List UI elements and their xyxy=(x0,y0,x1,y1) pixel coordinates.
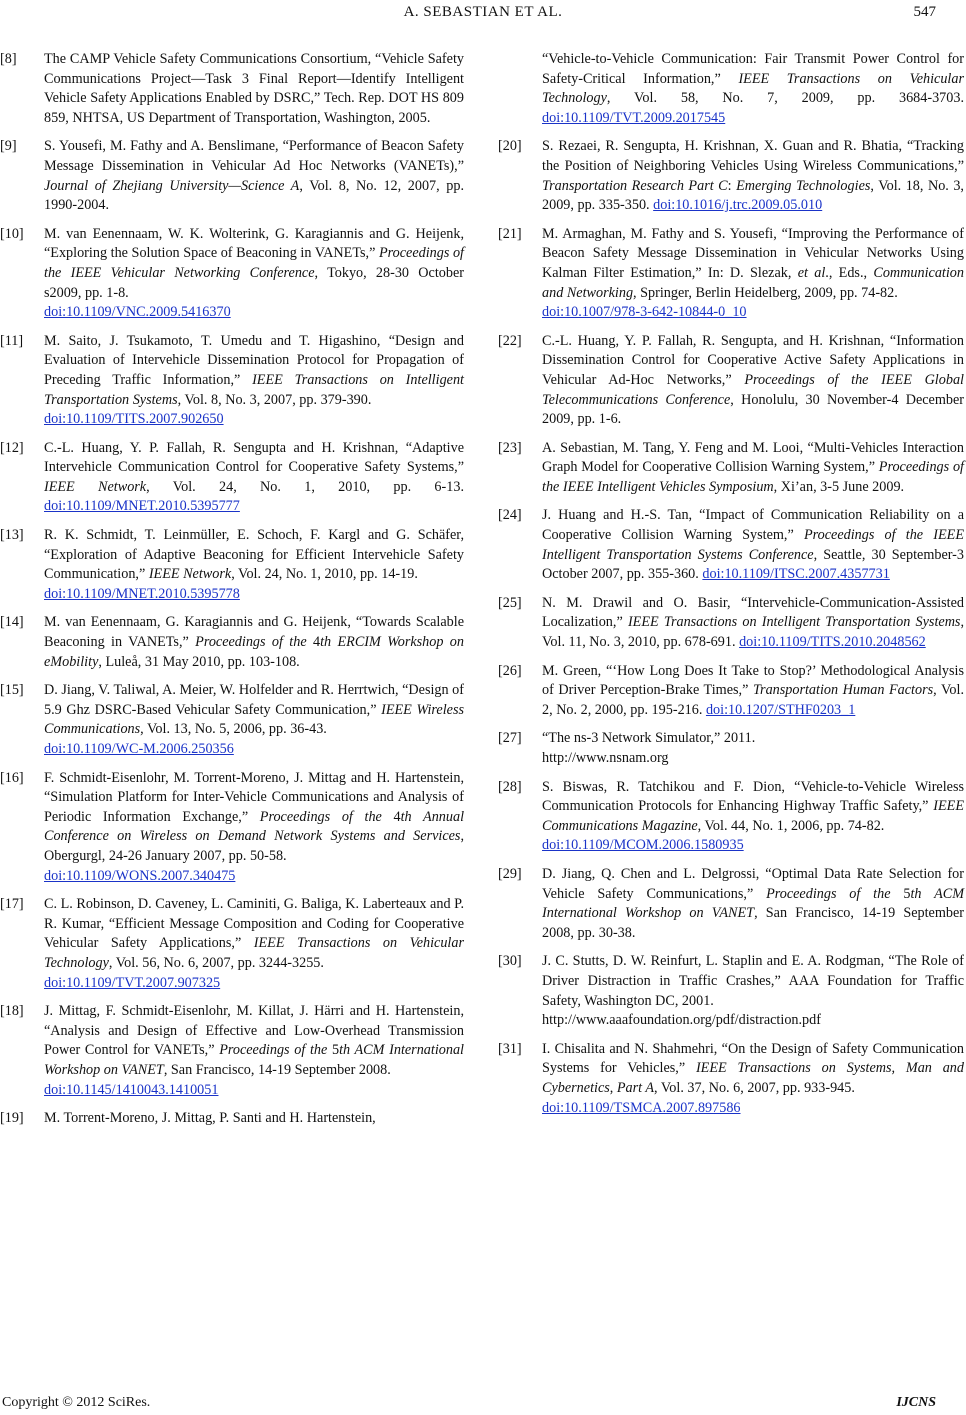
ref-text: , San Francisco, 14-19 September 2008. xyxy=(163,1061,391,1078)
ref-venue: Proceedings of the IEEE Global Telecommunications Conference xyxy=(542,371,964,408)
doi-link[interactable]: doi:10.1145/1410043.1410051 xyxy=(44,1081,219,1098)
ref-venue: IEEE Transactions on Intelligent Transportation Systems xyxy=(44,371,464,408)
ref-text: , Seattle, 30 September-3 October 2007, pp. 355-360. xyxy=(542,546,964,583)
ref-text: , Tokyo, 28-30 October s2009, pp. 1-8. xyxy=(44,264,464,301)
doi-link[interactable]: doi:10.1016/j.trc.2009.05.010 xyxy=(653,197,823,214)
ref-text: “The ns-3 Network Simulator,” 2011. xyxy=(542,730,756,747)
ref-text: M. Torrent-Moreno, J. Mittag, P. Santi and H. Hartenstein, xyxy=(44,1110,376,1127)
ref-text: , Vol. 8, No. 12, 2007, pp. 1990-2004. xyxy=(44,177,464,214)
ref-text: , Vol. 13, No. 5, 2006, pp. 36-43. xyxy=(140,721,327,738)
ref-italic: et al xyxy=(797,264,826,281)
reference-18 xyxy=(0,1002,464,1100)
ref-text: , Vol. 24, No. 1, 2010, pp. 6-13. xyxy=(146,478,464,495)
doi-link[interactable]: doi:10.1109/MCOM.2006.1580935 xyxy=(542,837,744,854)
doi-link[interactable]: doi:10.1109/WC-M.2006.250356 xyxy=(44,741,234,757)
ref-venue: Proceedings of the IEEE Intelligent Transportation Systems Conference xyxy=(542,527,964,563)
ref-text: R. K. Schmidt, T. Leinmüller, E. Schoch, F. Kargl and G. Schäfer, “Exploration of Adaptive Beaconing for Efficient Intervehicle Safety Communication,” xyxy=(44,527,464,583)
doi-link[interactable]: doi:10.1109/MNET.2010.5395778 xyxy=(44,585,240,602)
left-column xyxy=(0,50,465,1138)
ref-text: 4 xyxy=(306,634,321,651)
reference-12 xyxy=(0,439,464,517)
ref-text: , Vol. 2, No. 2, 2000, pp. 195-216. xyxy=(542,682,964,718)
ref-text: , Vol. 11, No. 3, 2010, pp. 678-691. xyxy=(542,614,965,651)
ref-text: D. Jiang, Q. Chen and L. Delgrossi, “Optimal Data Rate Selection for Vehicle Safety Communications,” xyxy=(542,865,964,902)
ref-venue: th ACM International Workshop on VANET xyxy=(542,885,965,922)
ref-number: [16] xyxy=(0,769,24,786)
ref-text: F. Schmidt-Eisenlohr, M. Torrent-Moreno, J. Mittag and H. Hartenstein, “Simulation Platform for Inter-Vehicle Communications and Analysis of Periodic Information Exchange,” xyxy=(44,769,464,825)
doi-link[interactable]: doi:10.1109/VNC.2009.5416370 xyxy=(44,304,231,321)
ref-number: [18] xyxy=(0,1003,24,1020)
ref-text: 5 xyxy=(890,885,911,902)
ref-text: J. Mittag, F. Schmidt-Eisenlohr, M. Killat, J. Härri and H. Hartenstein, “Analysis and Design of Effective and Low-Overhead Transmission Power Control for VANETs,” xyxy=(44,1003,464,1059)
reference-14 xyxy=(0,613,464,672)
doi-link[interactable]: doi:10.1109/TSMCA.2007.897586 xyxy=(542,1099,741,1116)
ref-text: C.-L. Huang, Y. P. Fallah, R. Sengupta and H. Krishnan, “Adaptive Intervehicle Communication Control for Cooperative Safety Systems,” xyxy=(44,439,464,476)
ref-number: [25] xyxy=(498,594,522,611)
ref-text: M. Green, “‘How Long Does It Take to Stop?’ Methodological Analysis of Driver Perception-Brake Times,” xyxy=(542,662,964,699)
reference-24 xyxy=(498,506,964,584)
ref-venue: IEEE Transactions on Intelligent Transportation Systems xyxy=(627,614,961,631)
reference-27 xyxy=(498,729,964,768)
reference-22 xyxy=(498,332,964,430)
doi-link[interactable]: doi:10.1109/TITS.2007.902650 xyxy=(44,411,224,428)
reference-15 xyxy=(0,681,464,759)
ref-text: , Vol. 8, No. 3, 2007, pp. 379-390. xyxy=(177,391,372,408)
ref-number: [22] xyxy=(498,332,522,349)
ref-text: , Vol. 18, No. 3, 2009, pp. 335-350. xyxy=(542,177,964,214)
ref-text: ., Eds., xyxy=(825,264,874,281)
doi-link[interactable]: doi:10.1109/ITSC.2007.4357731 xyxy=(702,566,890,583)
ref-number: [21] xyxy=(498,225,522,242)
reference-29 xyxy=(498,865,964,943)
doi-link[interactable]: doi:10.1109/TVT.2007.907325 xyxy=(44,974,221,991)
ref-number: [15] xyxy=(0,682,24,699)
reference-17 xyxy=(0,895,464,993)
reference-21 xyxy=(498,225,964,323)
ref-venue: Communication and Networking xyxy=(542,264,964,301)
ref-text: , Obergurgl, 24-26 January 2007, pp. 50-58. xyxy=(44,828,464,864)
ref-venue: th Annual Conference on Wireless on Demand Network Systems and Services xyxy=(44,808,465,845)
ref-text: 5 xyxy=(327,1042,340,1059)
ref-venue: IEEE Wireless Communications xyxy=(44,701,464,738)
ref-text: C.-L. Huang, Y. P. Fallah, R. Sengupta, and H. Krishnan, “Information Dissemination Control for Cooperative Active Safety Applications in Vehicular Ad-Hoc Networks,” xyxy=(542,332,964,388)
ref-venue: Proceedings of the xyxy=(766,885,891,902)
ref-text: I. Chisalita and N. Shahmehri, “On the Design of Safety Communication Systems for Vehicles,” xyxy=(542,1040,964,1077)
ref-text: , Springer, Berlin Heidelberg, 2009, pp. 74-82. xyxy=(633,284,898,301)
ref-url: http://www.nsnam.org xyxy=(542,750,669,766)
doi-link[interactable]: doi:10.1207/STHF0203_1 xyxy=(705,701,856,718)
ref-text: , Luleå, 31 May 2010, pp. 103-108. xyxy=(98,653,300,670)
ref-number: [28] xyxy=(498,778,522,795)
ref-number: [19] xyxy=(0,1110,24,1127)
ref-text: C. L. Robinson, D. Caveney, L. Caminiti, G. Baliga, K. Laberteaux and P. R. Kumar, “Efficient Message Composition and Coding for Cooperative Vehicular Safety Applications,” xyxy=(44,896,464,952)
doi-link[interactable]: doi:10.1109/WONS.2007.340475 xyxy=(44,867,236,884)
running-header-authors: A. SEBASTIAN ET AL. xyxy=(403,4,563,20)
ref-venue: Proceedings of the xyxy=(195,634,307,651)
ref-url: http://www.aaafoundation.org/pdf/distraction.pdf xyxy=(542,1012,821,1029)
ref-number: [24] xyxy=(498,507,522,524)
ref-text: S. Yousefi, M. Fathy and A. Benslimane, “Performance of Beacon Safety Message Dissemination in Vehicular Ad Hoc Networks (VANETs),” xyxy=(44,138,464,174)
ref-text: J. C. Stutts, D. W. Reinfurt, L. Staplin and E. A. Rodgman, “The Role of Driver Distraction in Traffic Crashes,” AAA Foundation for Traffic Safety, Washington DC, 2001. xyxy=(542,953,964,1009)
reference-16 xyxy=(0,769,464,887)
ref-venue: IEEE Communications Magazine xyxy=(542,798,964,834)
ref-number: [13] xyxy=(0,527,24,544)
ref-text: , Honolulu, 30 November-4 December 2009, pp. 1-6. xyxy=(542,391,964,428)
ref-number: [27] xyxy=(498,730,522,747)
reference-10 xyxy=(0,225,464,323)
ref-number: [12] xyxy=(0,439,24,456)
ref-text: , Vol. 24, No. 1, 2010, pp. 14-19. xyxy=(231,566,418,583)
ref-venue: IEEE Network xyxy=(148,566,232,583)
ref-number: [20] xyxy=(498,138,522,155)
ref-venue: Part A xyxy=(616,1079,655,1096)
ref-number: [14] xyxy=(0,614,24,631)
doi-link[interactable]: doi:10.1007/978-3-642-10844-0_10 xyxy=(542,304,747,321)
ref-number: [26] xyxy=(498,662,522,679)
journal-abbreviation: IJCNS xyxy=(896,1395,936,1410)
ref-text: D. Jiang, V. Taliwal, A. Meier, W. Holfelder and R. Herrtwich, “Design of 5.9 Ghz DSRC-Based Vehicular Safety Communication,” xyxy=(44,682,464,718)
ref-number: [29] xyxy=(498,865,522,882)
ref-text: A. Sebastian, M. Tang, Y. Feng and M. Looi, “Multi-Vehicles Interaction Graph Model for Cooperative Collision Warning System,” xyxy=(542,439,964,476)
reference-11 xyxy=(0,332,464,430)
ref-venue: IEEE Transactions on Vehicular Technology xyxy=(44,935,464,971)
ref-text: , Xi’an, 3-5 June 2009. xyxy=(773,478,905,495)
ref-text: : xyxy=(727,177,737,194)
reference-19 xyxy=(0,1109,464,1129)
ref-number: [9] xyxy=(0,138,17,155)
ref-text: , San Francisco, 14-19 September 2008, pp. 30-38. xyxy=(542,905,964,941)
ref-venue: IEEE Transactions on Vehicular Technology xyxy=(542,70,964,107)
ref-number: [11] xyxy=(0,332,24,349)
ref-venue: Proceedings of the xyxy=(259,808,382,825)
right-column xyxy=(498,50,965,1127)
ref-number: [17] xyxy=(0,896,24,913)
running-header xyxy=(0,0,966,28)
ref-text: 4 xyxy=(381,808,401,825)
ref-text: “Vehicle-to-Vehicle Communication: Fair Transmit Power Control for Safety-Critical Information,” xyxy=(542,51,964,87)
copyright-notice: Copyright © 2012 SciRes. xyxy=(2,1395,151,1410)
ref-venue: th ACM International Workshop on VANET xyxy=(44,1042,464,1078)
ref-venue: th ERCIM Workshop on eMobility xyxy=(44,634,464,670)
doi-link[interactable]: doi:10.1109/TVT.2009.2017545 xyxy=(542,109,726,126)
reference-8 xyxy=(0,50,464,128)
ref-venue: Journal of Zhejiang University—Science A xyxy=(44,177,300,194)
doi-link[interactable]: doi:10.1109/TITS.2010.2048562 xyxy=(739,634,926,651)
ref-venue: Transportation Human Factors xyxy=(752,682,934,699)
ref-text: The CAMP Vehicle Safety Communications Consortium, “Vehicle Safety Communications Project—Task 3 Final Report—Identify Intelligent Vehicle Safety Applications Enabled by DSRC,” Tech. Rep. DOT HS 809 859, NHTSA, US Department of Transportation, Washington, 2005. xyxy=(44,51,464,126)
ref-number: [8] xyxy=(0,51,17,67)
ref-venue: Transportation Research Part C xyxy=(542,177,728,194)
reference-25 xyxy=(498,594,964,653)
page-number: 547 xyxy=(913,4,936,20)
reference-26 xyxy=(498,662,964,721)
ref-text: M. van Eenennaam, G. Karagiannis and G. Heijenk, “Towards Scalable Beaconing in VANETs,” xyxy=(44,614,464,651)
ref-text: , Vol. 56, No. 6, 2007, pp. 3244-3255. xyxy=(108,954,324,971)
reference-9 xyxy=(0,137,464,215)
ref-text: M. Armaghan, M. Fathy and S. Yousefi, “Improving the Performance of Beacon Safety Message Dissemination in Vehicular Networks Using Kalman Filter Estimation,” In: D. Slezak, xyxy=(542,225,964,281)
ref-text: J. Huang and H.-S. Tan, “Impact of Communication Reliability on a Cooperative Collision Warning System,” xyxy=(542,507,964,544)
ref-number: [30] xyxy=(498,953,522,970)
ref-text: , Vol. 44, No. 1, 2006, pp. 74-82. xyxy=(697,817,885,834)
ref-venue: Emerging Technologies xyxy=(736,177,871,194)
ref-venue: IEEE Network xyxy=(44,478,147,495)
reference-20 xyxy=(498,137,964,215)
reference-28 xyxy=(498,778,964,856)
ref-number: [31] xyxy=(498,1040,522,1057)
ref-text: S. Rezaei, R. Sengupta, H. Krishnan, X. Guan and R. Bhatia, “Tracking the Position of Neighboring Vehicles Using Wireless Communications,” xyxy=(542,138,964,174)
ref-number: [10] xyxy=(0,225,24,242)
page-footer xyxy=(0,1395,966,1415)
ref-text: S. Biswas, R. Tatchikou and F. Dion, “Vehicle-to-Vehicle Wireless Communication Protocols for Enhancing Highway Traffic Safety,” xyxy=(542,778,964,815)
ref-number: [23] xyxy=(498,439,522,456)
reference-31 xyxy=(498,1040,964,1118)
reference-19-continued xyxy=(498,50,964,128)
ref-text: M. Saito, J. Tsukamoto, T. Umedu and T. Higashino, “Design and Evaluation of Intervehicle Dissemination Protocol for Propagation of Preceding Traffic Information,” xyxy=(44,332,464,388)
ref-text: , Vol. 58, No. 7, 2009, pp. 3684-3703. xyxy=(606,90,964,107)
ref-venue: Proceedings of the xyxy=(219,1042,328,1059)
reference-13 xyxy=(0,526,464,604)
reference-30 xyxy=(498,952,964,1030)
ref-text: , Vol. 37, No. 6, 2007, pp. 933-945. xyxy=(654,1079,855,1096)
ref-venue: IEEE Transactions on Systems, Man and Cybernetics xyxy=(542,1060,964,1096)
ref-text: M. van Eenennaam, W. K. Wolterink, G. Karagiannis and G. Heijenk, “Exploring the Solution Space of Beaconing in VANETs,” xyxy=(44,225,464,262)
ref-venue: Proceedings of the IEEE Intelligent Vehicles Symposium xyxy=(542,459,964,495)
ref-venue: Proceedings of the IEEE Vehicular Networking Conference xyxy=(44,245,464,281)
doi-link[interactable]: doi:10.1109/MNET.2010.5395777 xyxy=(44,498,240,515)
reference-23 xyxy=(498,439,964,498)
ref-text: , xyxy=(609,1079,617,1096)
ref-text: N. M. Drawil and O. Basir, “Intervehicle-Communication-Assisted Localization,” xyxy=(542,594,964,631)
